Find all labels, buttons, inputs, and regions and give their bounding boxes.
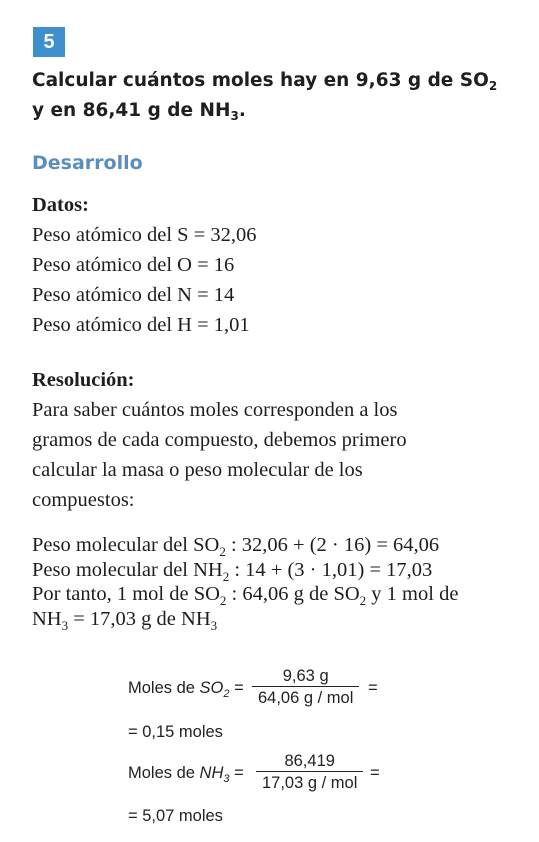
formula-1-numerator: 9,63 g [252, 666, 359, 687]
datos-heading: Datos: [32, 194, 89, 216]
resolucion-line: calcular la masa o peso molecular de los [32, 459, 363, 481]
datos-line: Peso atómico del N = 14 [32, 284, 235, 306]
formula-1-fraction [252, 666, 359, 709]
conclusion-line-1: Por tanto, 1 mol de $SO_2$ : 64,06 g de $SO_2$ y 1 mol de [32, 583, 459, 608]
subscript: 3 [230, 109, 239, 123]
formula-2-result: = 5,07 moles [128, 807, 223, 825]
datos-line: Peso atómico del O = 16 [32, 254, 235, 276]
exercise-number-badge: 5 [33, 27, 65, 57]
molecular-line-so2: Peso molecular del $SO_2$ : 32,06 + (2 · 16) = 64,06 [32, 534, 440, 559]
section-title: Desarrollo [32, 152, 143, 174]
formula-1-result: = 0,15 moles [128, 723, 223, 741]
formula-2-lhs: Moles de $NH_3$ = [128, 764, 244, 785]
resolucion-heading: Resolución: [32, 369, 135, 391]
formula-1-denominator: 64,06 g / mol [258, 689, 354, 707]
formula-1-lhs: Moles de $SO_2$ = [128, 679, 244, 700]
resolucion-line: compuestos: [32, 489, 135, 511]
subscript: 2 [488, 79, 498, 93]
resolucion-line: Para saber cuántos moles corresponden a los [32, 399, 398, 421]
resolucion-block [32, 365, 522, 515]
datos-line: Peso atómico del S = 32,06 [32, 224, 257, 246]
datos-block [32, 190, 522, 340]
conclusion-line-2: $NH_3 = 17,03$ g de $NH_3$ [32, 607, 218, 633]
problem-text: y en 86,41 g de NH [32, 100, 231, 121]
formula-2-fraction [256, 751, 363, 794]
molecular-line-nh: Peso molecular del $NH_2$ : 14 + (3 · 1,01) = 17,03 [32, 558, 433, 584]
problem-text: Calcular cuántos moles hay en 9,63 g de SO [32, 70, 489, 91]
resolucion-line: gramos de cada compuesto, debemos primero [32, 429, 407, 451]
formula-area [128, 660, 528, 830]
problem-text: . [238, 100, 246, 121]
formula-2-denominator: 17,03 g / mol [262, 774, 358, 792]
problem-statement [32, 66, 522, 126]
datos-line: Peso atómico del H = 1,01 [32, 314, 250, 336]
molecular-weight-block [32, 533, 522, 631]
problem-line-2 [32, 96, 522, 126]
formula-2-numerator: 86,419 [256, 751, 363, 772]
formula-2-tail: = [370, 764, 380, 782]
problem-line-1 [32, 66, 522, 96]
formula-1-tail: = [368, 679, 378, 697]
